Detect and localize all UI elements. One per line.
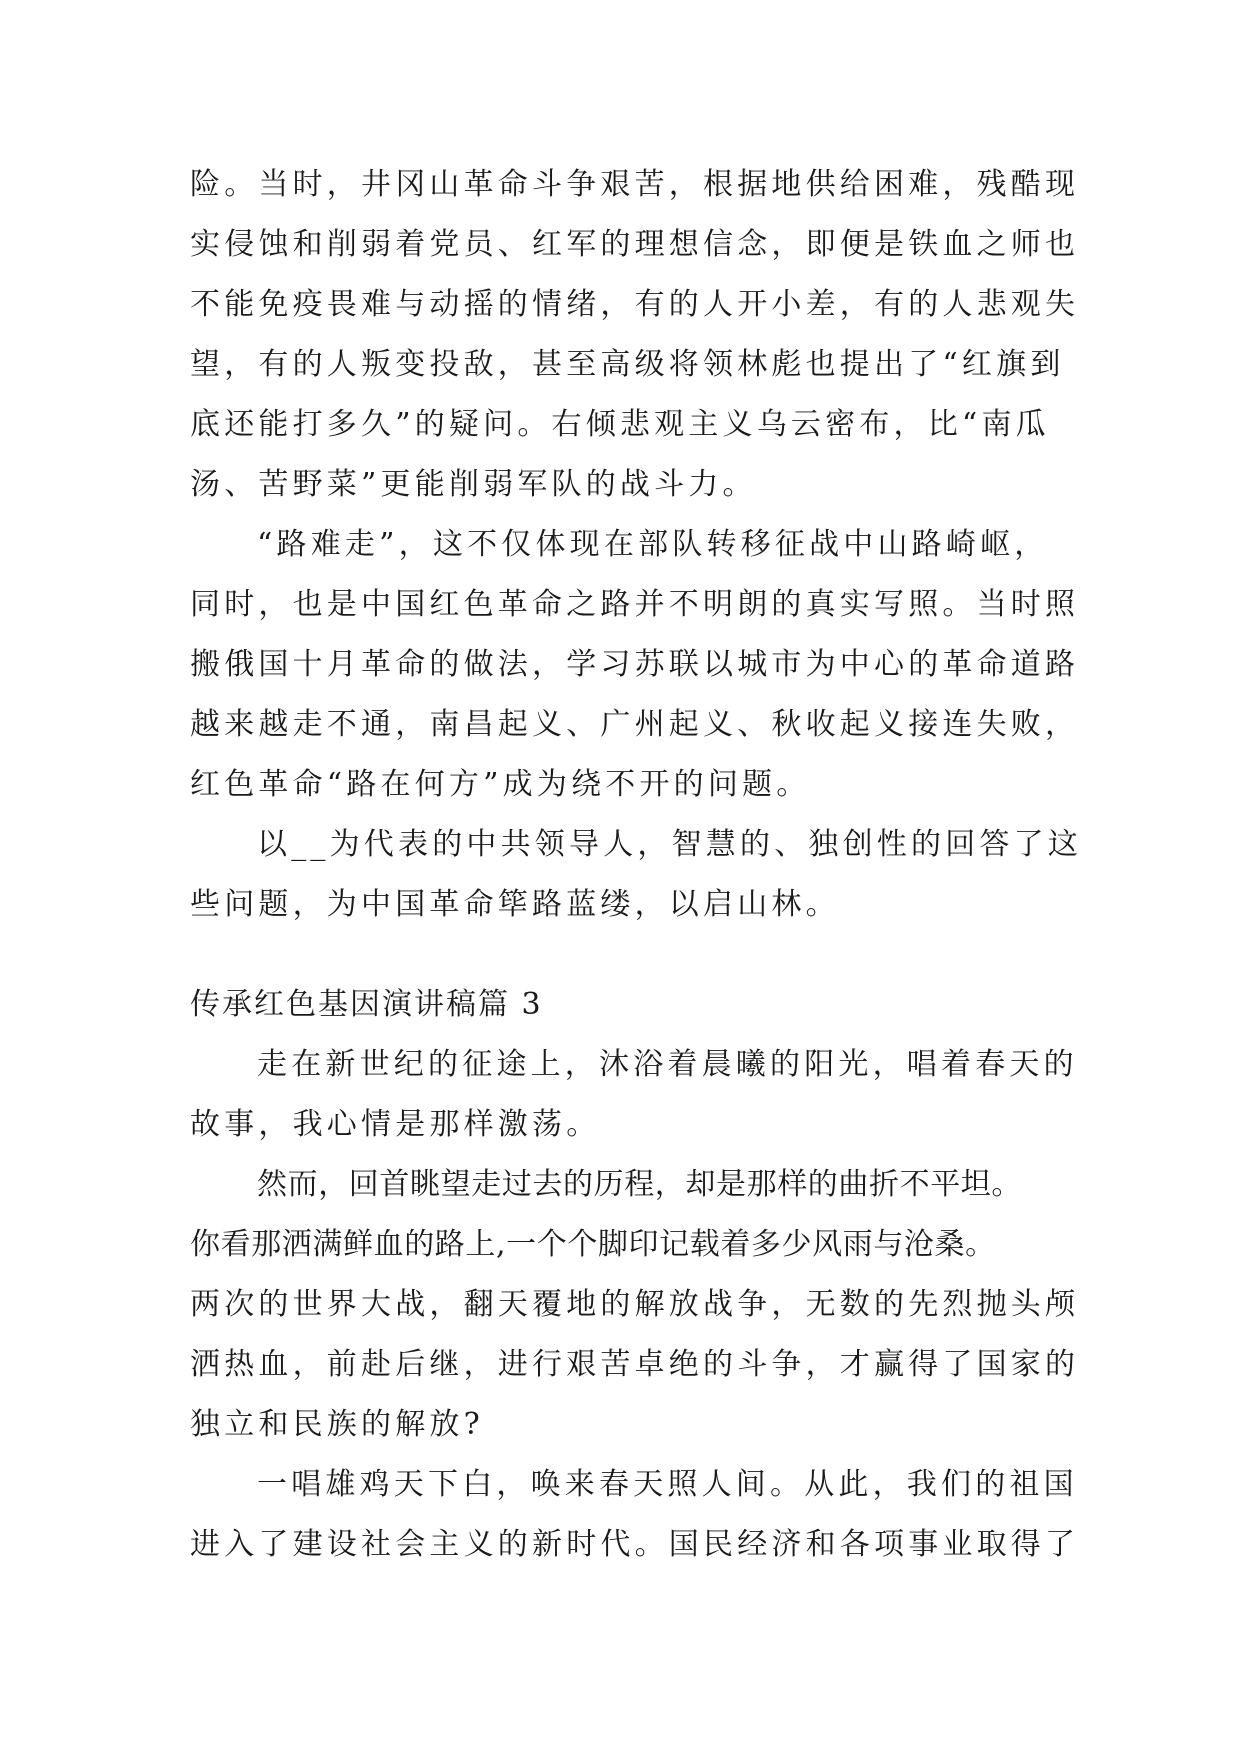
paragraph-line: 红色革命“路在何方”成为绕不开的问题。 [190,767,811,802]
paragraph-line: 走在新世纪的征途上，沐浴着晨曦的阳光，唱着春天的 [257,1047,1078,1082]
paragraph-line: 独立和民族的解放? [190,1407,484,1442]
section-heading: 传承红色基因演讲稿篇 3 [190,987,543,1022]
paragraph-line: 以__为代表的中共领导人，智慧的、独创性的回答了这 [257,827,1082,862]
paragraph-line: 两次的世界大战，翻天覆地的解放战争，无数的先烈抛头颅 [190,1287,1080,1322]
paragraph-line: 险。当时，井冈山革命斗争艰苦，根据地供给困难，残酷现 [190,167,1080,202]
paragraph-line: “路难走”，这不仅体现在部队转移征战中山路崎岖， [257,527,1049,562]
paragraph-line: 底还能打多久”的疑问。右倾悲观主义乌云密布，比“南瓜 [190,407,1050,442]
paragraph-line: 你看那洒满鲜血的路上,一个个脚印记载着多少风雨与沧桑。 [190,1227,996,1262]
paragraph-line: 望，有的人叛变投敌，甚至高级将领林彪也提出了“红旗到 [190,347,1065,382]
paragraph-line: 同时，也是中国红色革命之路并不明朗的真实写照。当时照 [190,587,1080,622]
paragraph-line: 洒热血，前赴后继，进行艰苦卓绝的斗争，才赢得了国家的 [190,1347,1080,1382]
paragraph-line: 进入了建设社会主义的新时代。国民经济和各项事业取得了 [190,1527,1080,1562]
paragraph-line: 然而，回首眺望走过去的历程，却是那样的曲折不平坦。 [257,1167,1022,1202]
paragraph-line: 汤、苦野菜”更能削弱军队的战斗力。 [190,467,757,502]
paragraph-line: 越来越走不通，南昌起义、广州起义、秋收起义接连失败， [190,707,1080,742]
paragraph-line: 一唱雄鸡天下白，唤来春天照人间。从此，我们的祖国 [257,1467,1078,1502]
paragraph-line: 实侵蚀和削弱着党员、红军的理想信念，即便是铁血之师也 [190,227,1080,262]
paragraph-line: 搬俄国十月革命的做法，学习苏联以城市为中心的革命道路 [190,647,1080,682]
paragraph-line: 不能免疫畏难与动摇的情绪，有的人开小差，有的人悲观失 [190,287,1080,322]
paragraph-line: 些问题，为中国革命筚路蓝缕，以启山林。 [190,887,840,922]
paragraph-line: 故事，我心情是那样激荡。 [190,1107,601,1142]
